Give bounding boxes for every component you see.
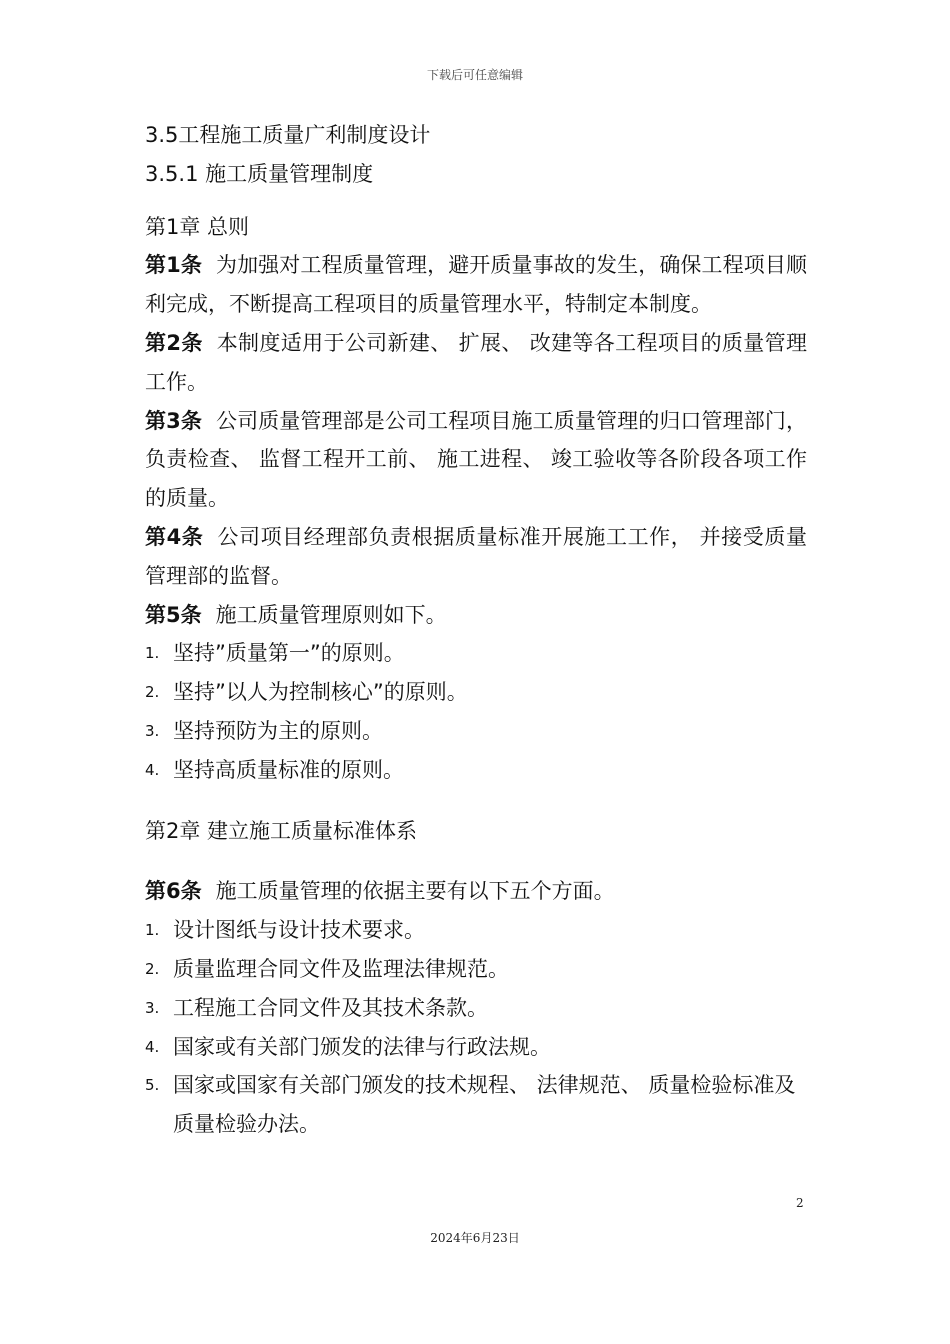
article-text: 本制度适用于公司新建、 扩展、 改建等各工程项目的质量管理工作。: [145, 330, 807, 394]
list-item: [145, 989, 807, 1028]
list-text: 坚持高质量标准的原则。: [173, 757, 404, 782]
list-item: [145, 712, 807, 751]
page-header: 下载后可任意编辑: [426, 68, 523, 82]
footer-date: 2024年6月23日: [430, 1231, 520, 1245]
list-text: 国家或国家有关部门颁发的技术规程、 法律规范、 质量检验标准及质量检验办法。: [173, 1073, 796, 1137]
article-text: 公司项目经理部负责根据质量标准开展施工工作， 并接受质量管理部的监督。: [145, 524, 807, 588]
list-text: 国家或有关部门颁发的法律与行政法规。: [173, 1034, 551, 1059]
article-label: 第2条: [145, 330, 203, 355]
list-text: 坚持”以人为控制核心”的原则。: [173, 680, 468, 705]
article-text: 为加强对工程质量管理，避开质量事故的发生，确保工程项目顺利完成，不断提高工程项目的质量管理水平，特制定本制度。: [145, 253, 807, 317]
list-number: 3.: [145, 721, 160, 740]
page-number: 2: [796, 1196, 804, 1210]
list-item: [145, 751, 807, 790]
article-3: [145, 402, 807, 518]
article-5: [145, 596, 807, 635]
article-label: 第4条: [145, 524, 204, 549]
list-text: 坚持”质量第一”的原则。: [173, 641, 405, 666]
list-number: 5.: [145, 1076, 160, 1095]
article-4: [145, 518, 807, 596]
list-item: [145, 1028, 807, 1067]
list-text: 质量监理合同文件及监理法律规范。: [173, 956, 509, 981]
list-number: 1.: [145, 921, 160, 940]
article-label: 第6条: [145, 879, 202, 904]
section-title: 3.5工程施工质量广利制度设计: [145, 123, 431, 147]
article-label: 第1条: [145, 253, 202, 278]
list-number: 1.: [145, 644, 160, 663]
article-label: 第3条: [145, 408, 202, 433]
list-text: 工程施工合同文件及其技术条款。: [173, 995, 488, 1020]
list-item: [145, 950, 807, 989]
list-number: 2.: [145, 683, 160, 702]
list-item: [145, 911, 807, 950]
chapter-1-heading: 第1章 总则: [145, 214, 250, 239]
list-text: 设计图纸与设计技术要求。: [173, 918, 425, 943]
list-text: 坚持预防为主的原则。: [173, 718, 383, 743]
list-item: [145, 634, 807, 673]
list-number: 3.: [145, 998, 160, 1017]
list-number: 4.: [145, 1037, 160, 1056]
article-text: 公司质量管理部是公司工程项目施工质量管理的归口管理部门，负责检查、 监督工程开工前、 施工进程、 竣工验收等各阶段各项工作的质量。: [145, 408, 807, 511]
list-number: 2.: [145, 959, 160, 978]
article-2: [145, 324, 807, 402]
list-item: [145, 673, 807, 712]
article-6: [145, 872, 807, 911]
list-item: [145, 1066, 807, 1144]
document-body: [145, 116, 807, 1144]
article-text: 施工质量管理原则如下。: [215, 602, 447, 627]
subsection-title: 3.5.1 施工质量管理制度: [145, 161, 374, 186]
chapter-2-heading: 第2章 建立施工质量标准体系: [145, 818, 418, 843]
article-1: [145, 246, 807, 324]
article-text: 施工质量管理的依据主要有以下五个方面。: [215, 879, 615, 904]
list-number: 4.: [145, 760, 160, 779]
article-label: 第5条: [145, 602, 202, 627]
